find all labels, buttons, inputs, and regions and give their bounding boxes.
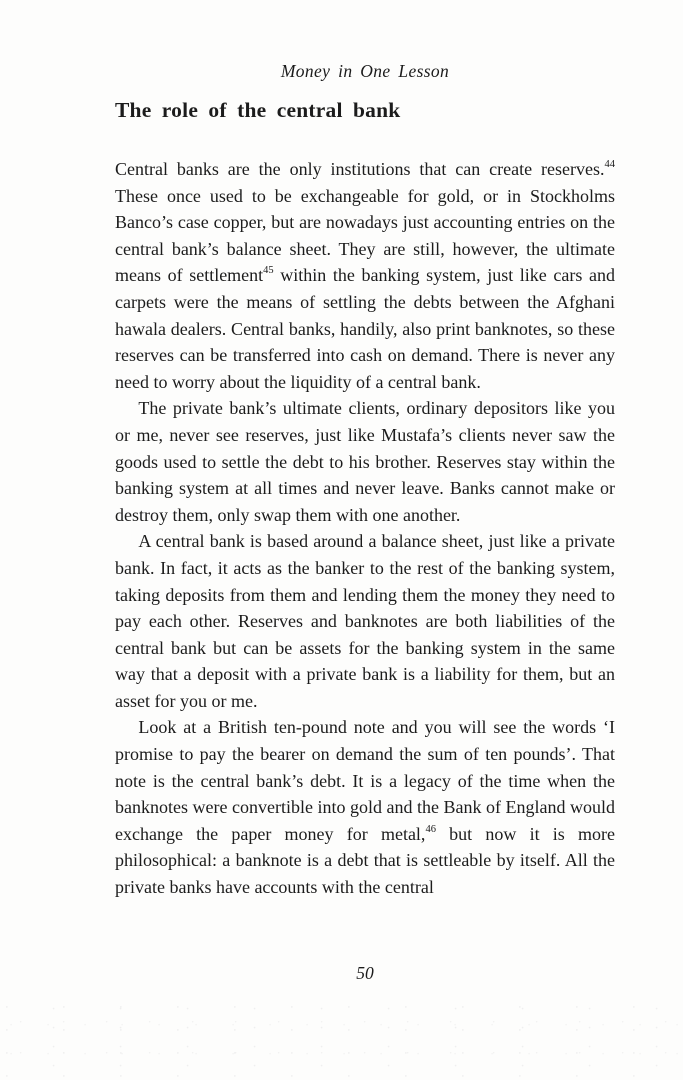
section-heading: The role of the central bank xyxy=(115,98,401,122)
text-block xyxy=(115,0,615,1080)
page-number: 50 xyxy=(356,963,374,983)
running-header: Money in One Lesson xyxy=(280,61,450,81)
paragraph: A central bank is based around a balance sheet, just like a private bank. In fact, it acts as the banker to the rest of the banking system, taking deposits from them and lending them the money they need to pay each other. Reserves and banknotes are both liabilities of the central bank but can be assets for the banking system in the same way that a deposit with a private bank is a liability for them, but an asset for you or me. xyxy=(115,531,615,711)
paragraph: Central banks are the only institutions that can create reserves.$^{44}$ These once used to be exchangeable for gold, or in Stockholms Banco’s case copper, but are nowadays just accounting entries on the central bank’s balance sheet. They are still, however, the ultimate means of settlement$^{45}$ within the banking system, just like cars and carpets were the means of settling the debts between the Afghani hawala dealers. Central banks, handily, also print banknotes, so these reserves can be transferred into cash on demand. There is never any need to worry about the liquidity of a central bank. xyxy=(115,159,615,392)
footnote-marker: 46 xyxy=(425,823,436,835)
body-paragraphs xyxy=(115,156,615,901)
paragraph: The private bank’s ultimate clients, ordinary depositors like you or me, never see reserves, just like Mustafa’s clients never saw the goods used to settle the debt to his brother. Reserves stay within the banking system at all times and never leave. Banks cannot make or destroy them, only swap them with one another. xyxy=(115,398,615,525)
footnote-marker: 45 xyxy=(263,265,274,277)
footnote-marker: 44 xyxy=(604,159,615,170)
paragraph: Look at a British ten-pound note and you will see the words ‘I promise to pay the bearer on demand the sum of ten pounds’. That note is the central bank’s debt. It is a legacy of the time when the banknotes were convertible into gold and the Bank of England would exchange the paper money for metal,$^{46}$ but now it is more philosophical: a banknote is a debt that is settleable by itself. All the private banks have accounts with the central xyxy=(115,717,615,898)
